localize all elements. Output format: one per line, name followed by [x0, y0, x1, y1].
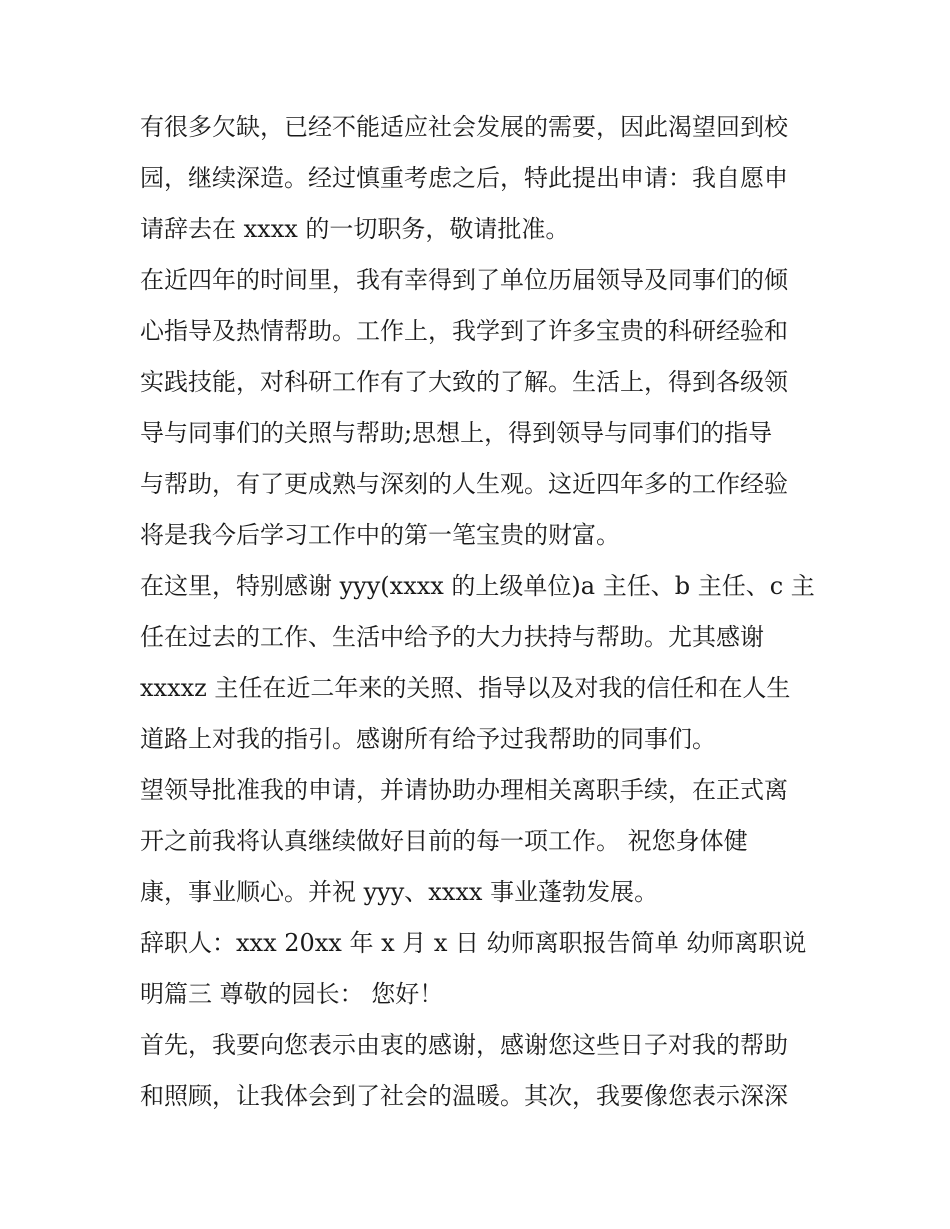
text-line: 心指导及热情帮助。工作上，我学到了许多宝贵的科研经验和 [140, 317, 788, 345]
text-line: 开之前我将认真继续做好目前的每一项工作。 祝您身体健 [140, 827, 748, 855]
text-line: 将是我今后学习工作中的第一笔宝贵的财富。 [140, 521, 620, 549]
text-line: 实践技能，对科研工作有了大致的了解。生活上，得到各级领 [140, 368, 788, 396]
text-line: 请辞去在 xxxx 的一切职务，敬请批准。 [140, 215, 570, 243]
text-line: 任在过去的工作、生活中给予的大力扶持与帮助。尤其感谢 [140, 623, 764, 651]
text-line: 与帮助，有了更成熟与深刻的人生观。这近四年多的工作经验 [140, 470, 788, 498]
text-line: 首先，我要向您表示由衷的感谢，感谢您这些日子对我的帮助 [140, 1031, 788, 1059]
text-line: 辞职人：xxx 20xx 年 x 月 x 日 幼师离职报告简单 幼师离职说 [140, 929, 807, 957]
text-line: xxxxz 主任在近二年来的关照、指导以及对我的信任和在人生 [140, 674, 791, 702]
text-line: 明篇三 尊敬的园长： 您好！ [140, 980, 444, 1008]
document-body [140, 102, 816, 1122]
text-line: 康，事业顺心。并祝 yyy、xxxx 事业蓬勃发展。 [140, 878, 659, 906]
text-line: 望领导批准我的申请，并请协助办理相关离职手续，在正式离 [140, 776, 788, 804]
text-line: 道路上对我的指引。感谢所有给予过我帮助的同事们。 [140, 725, 716, 753]
text-line: 和照顾，让我体会到了社会的温暖。其次，我要像您表示深深 [140, 1082, 788, 1110]
text-line: 在近四年的时间里，我有幸得到了单位历届领导及同事们的倾 [140, 266, 788, 294]
text-line: 园，继续深造。经过慎重考虑之后，特此提出申请：我自愿申 [140, 164, 788, 192]
text-line: 在这里，特别感谢 yyy(xxxx 的上级单位)a 主任、b 主任、c 主 [140, 572, 815, 600]
text-line: 有很多欠缺，已经不能适应社会发展的需要，因此渴望回到校 [140, 113, 788, 141]
text-line: 导与同事们的关照与帮助;思想上，得到领导与同事们的指导 [140, 419, 773, 447]
